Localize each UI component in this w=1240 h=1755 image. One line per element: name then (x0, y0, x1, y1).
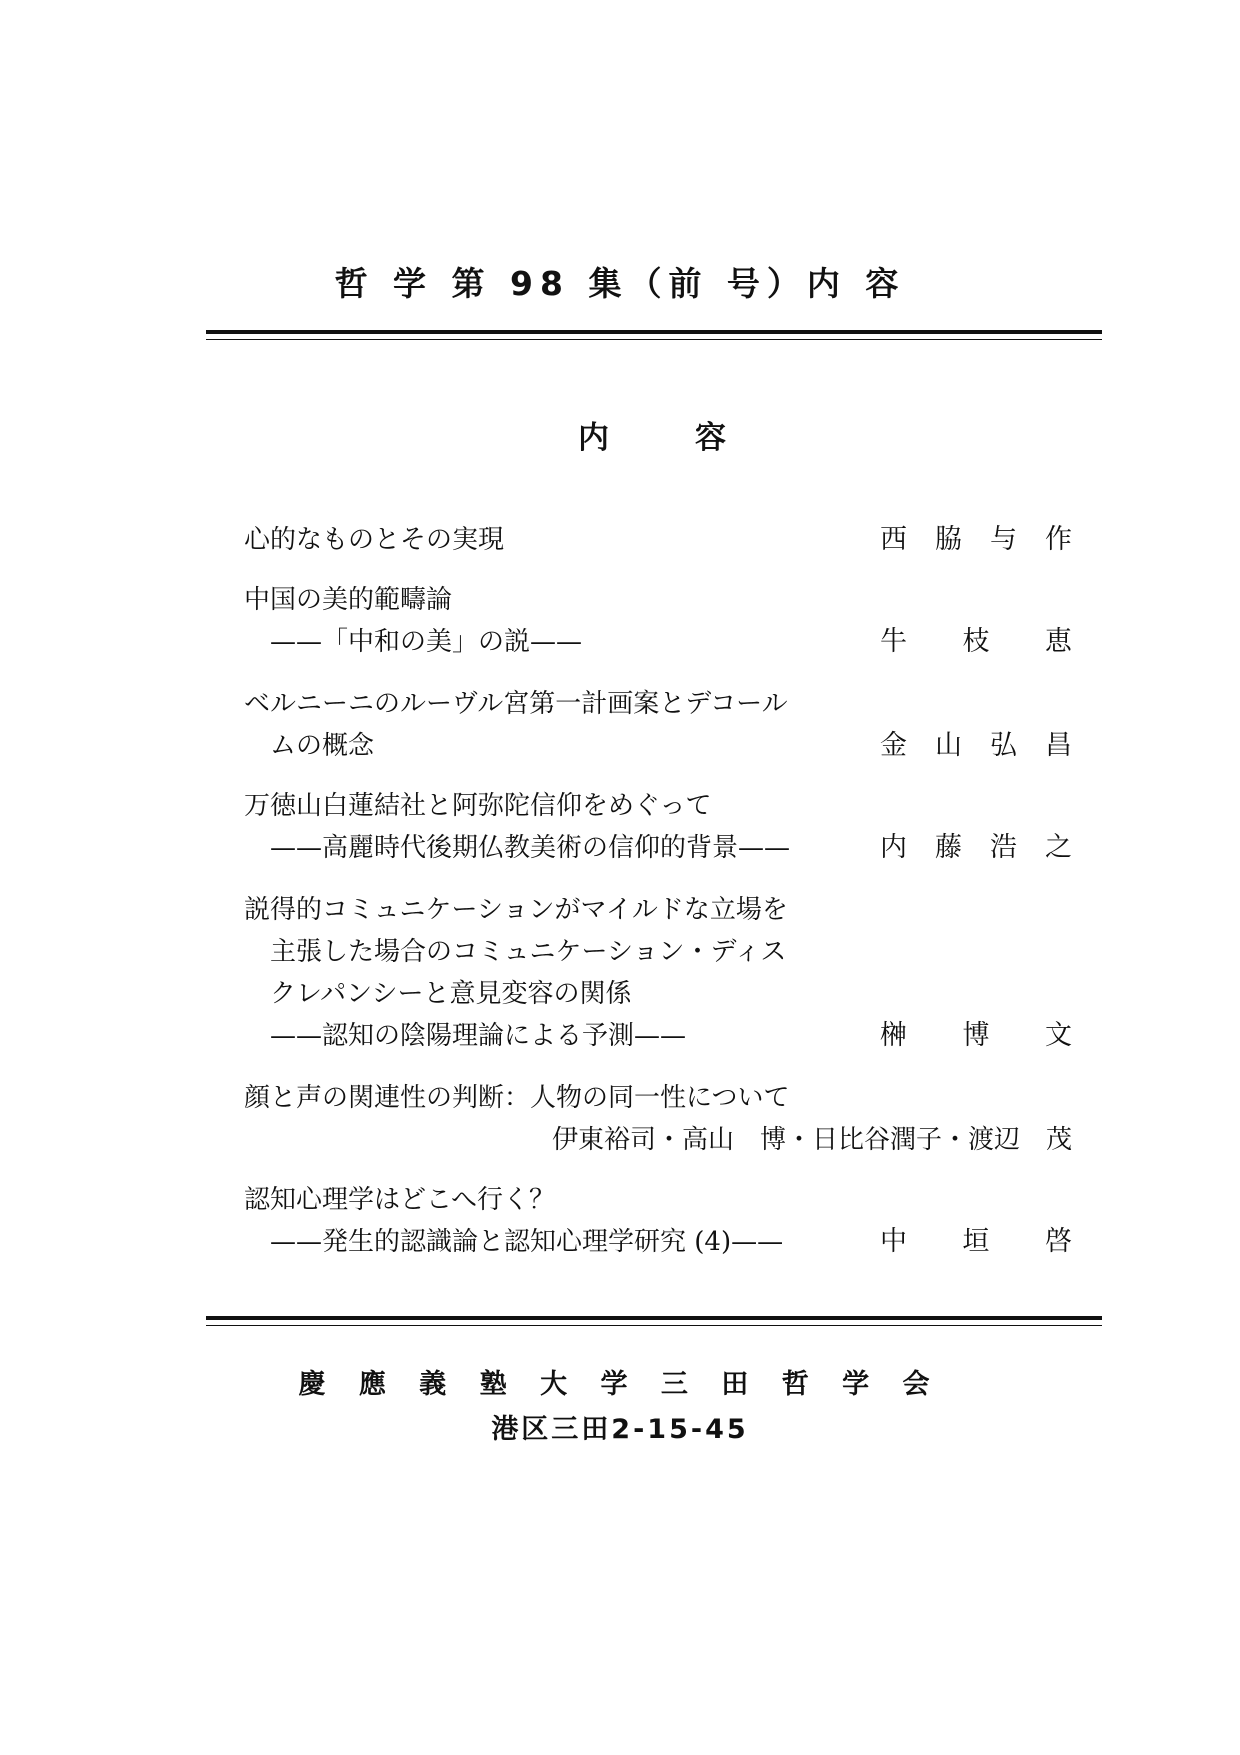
toc-entry-title-cont: クレパンシーと意見変容の関係 (270, 979, 632, 1009)
toc-entry-author: 金 山 弘 昌 (880, 730, 1072, 761)
toc-entry-author: 内 藤 浩 之 (880, 832, 1072, 863)
bottom-double-rule (206, 1316, 1102, 1324)
toc-entry-author: 榊 博 文 (880, 1020, 1072, 1051)
section-heading: 内容 (578, 420, 812, 456)
toc-entry-author: 中 垣 啓 (880, 1226, 1072, 1257)
toc-entry-title-cont: ムの概念 (270, 731, 375, 761)
toc-entry-coauthors: 伊東裕司・高山 博・日比谷潤子・渡辺 茂 (551, 1125, 1072, 1155)
toc-entry-author: 西 脇 与 作 (880, 524, 1072, 555)
toc-entry-title-cont: 主張した場合のコミュニケーション・ディス (270, 937, 787, 967)
toc-entry-author: 牛 枝 恵 (880, 626, 1072, 657)
publisher-address: 港区三田2-15-45 (491, 1414, 749, 1445)
toc-entry-title: 認知心理学はどこへ行く？ (244, 1185, 555, 1215)
toc-entry-title: 中国の美的範疇論 (244, 585, 453, 615)
toc-entry-subtitle: ——「中和の美」の説—— (270, 627, 583, 657)
toc-entry-title: 心的なものとその実現 (244, 525, 505, 555)
toc-entry-title: 万徳山白蓮結社と阿弥陀信仰をめぐって (244, 791, 712, 821)
toc-entry-subtitle: ——高麗時代後期仏教美術の信仰的背景—— (270, 833, 791, 863)
toc-entry-title: 説得的コミュニケーションがマイルドな立場を (244, 895, 788, 925)
toc-entry-title: 顔と声の関連性の判断：人物の同一性について (244, 1083, 790, 1113)
page-title: 哲 学 第 98 集（前 号）内 容 (334, 264, 906, 303)
publisher-name: 慶 應 義 塾 大 学 三 田 哲 学 会 (298, 1369, 942, 1400)
toc-entry-title: ベルニーニのルーヴル宮第一計画案とデコール (244, 689, 788, 719)
toc-entry-subtitle: ——認知の陰陽理論による予測—— (270, 1021, 687, 1051)
toc-entry-subtitle: ——発生的認識論と認知心理学研究 (4)—— (270, 1227, 784, 1257)
